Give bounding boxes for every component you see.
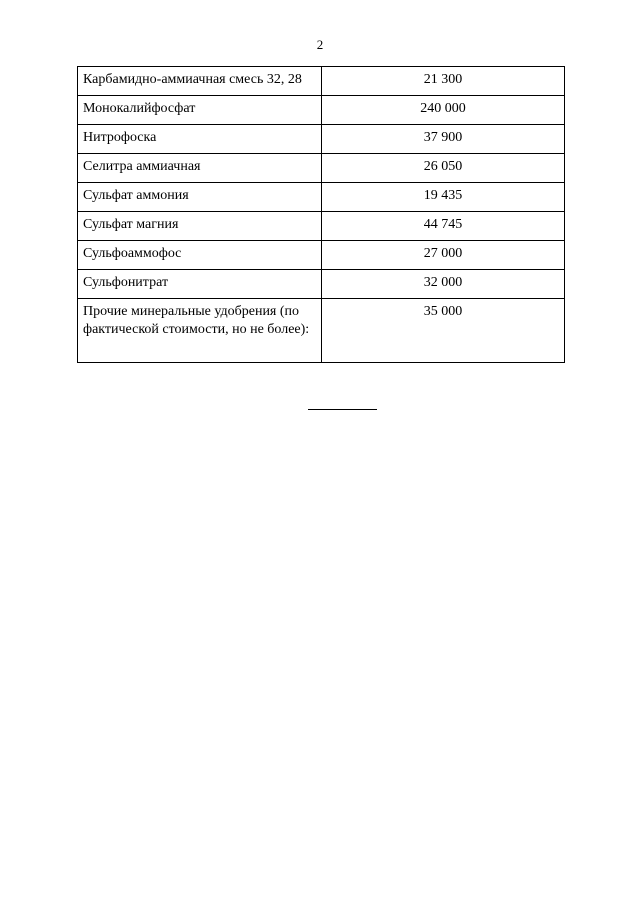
fertilizer-price: 37 900 <box>322 125 565 154</box>
fertilizer-price: 26 050 <box>322 154 565 183</box>
fertilizer-price-table <box>77 66 565 363</box>
fertilizer-name: Сульфат магния <box>78 212 322 241</box>
table-row <box>78 183 565 212</box>
fertilizer-name: Монокалийфосфат <box>78 96 322 125</box>
fertilizer-price: 19 435 <box>322 183 565 212</box>
fertilizer-price: 35 000 <box>322 299 565 363</box>
table-row <box>78 212 565 241</box>
fertilizer-price: 27 000 <box>322 241 565 270</box>
table-row <box>78 299 565 363</box>
fertilizer-name: Сульфоаммофос <box>78 241 322 270</box>
fertilizer-name: Нитрофоска <box>78 125 322 154</box>
page-number: 2 <box>316 37 324 52</box>
fertilizer-name: Сульфонитрат <box>78 270 322 299</box>
fertilizer-name: Прочие минеральные удобрения (по фактической стоимости, но не более): <box>78 299 322 363</box>
fertilizer-price: 240 000 <box>322 96 565 125</box>
table-row <box>78 154 565 183</box>
fertilizer-name: Карбамидно-аммиачная смесь 32, 28 <box>78 67 322 96</box>
table-row <box>78 125 565 154</box>
fertilizer-price: 32 000 <box>322 270 565 299</box>
table-row <box>78 96 565 125</box>
fertilizer-price: 21 300 <box>322 67 565 96</box>
table-row <box>78 67 565 96</box>
table-row <box>78 241 565 270</box>
end-of-document-line <box>308 409 377 410</box>
fertilizer-name: Селитра аммиачная <box>78 154 322 183</box>
fertilizer-name: Сульфат аммония <box>78 183 322 212</box>
table-row <box>78 270 565 299</box>
fertilizer-price: 44 745 <box>322 212 565 241</box>
